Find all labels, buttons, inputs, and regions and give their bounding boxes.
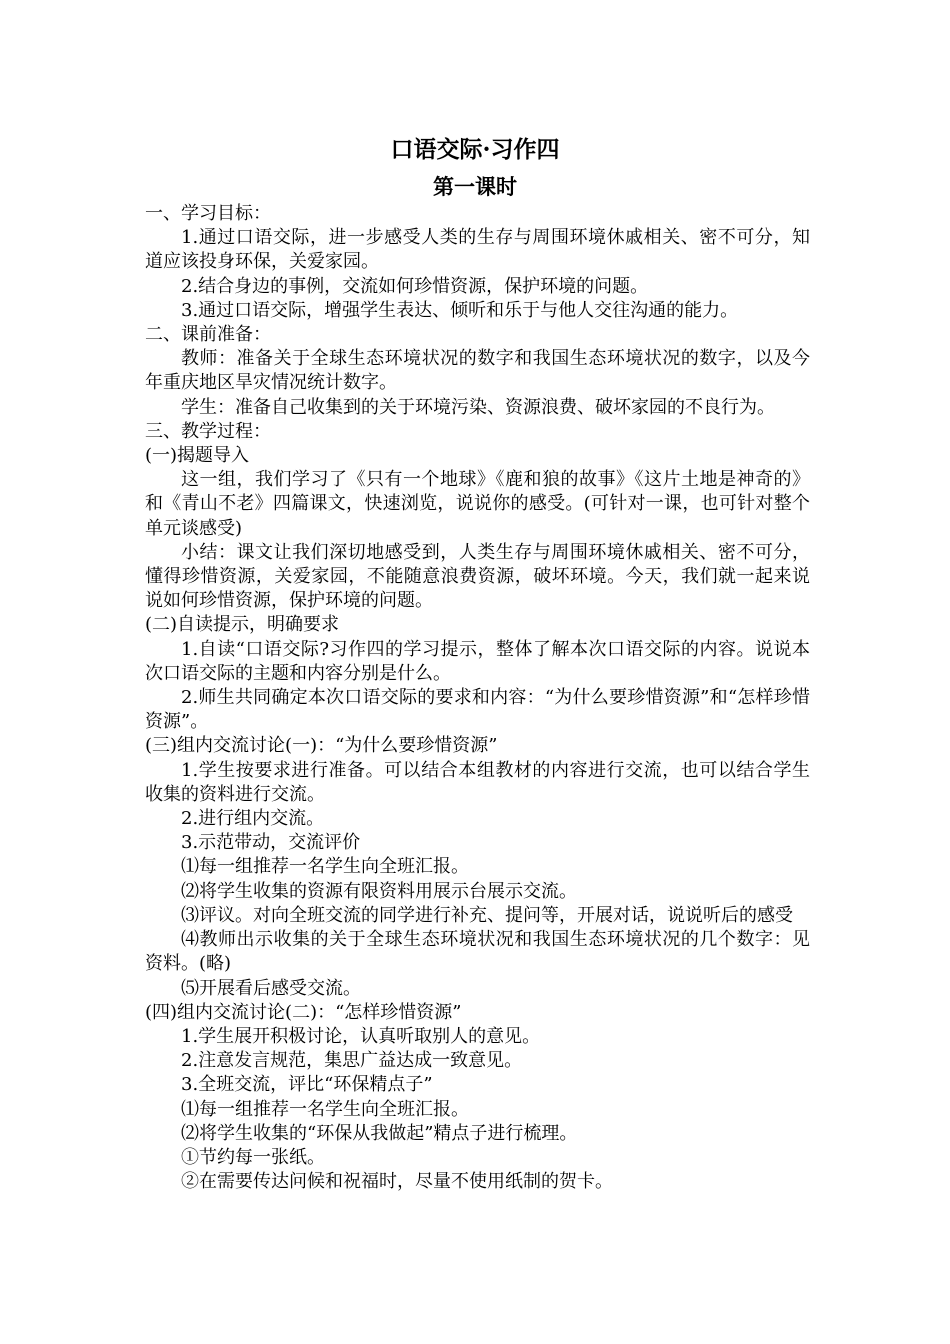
paragraph: 2.进行组内交流。	[181, 808, 325, 830]
paragraph: 2.师生共同确定本次口语交际的要求和内容：“为什么要珍惜资源”和“怎样珍惜资源”。	[145, 687, 810, 733]
list-item: ①节约每一张纸。	[181, 1146, 325, 1168]
paragraph: 1.自读“口语交际?习作四的学习提示，整体了解本次口语交际的内容。说说本次口语交际的主题和内容分别是什么。	[145, 638, 810, 684]
paragraph: 3.通过口语交际，增强学生表达、倾听和乐于与他人交往沟通的能力。	[181, 299, 739, 321]
paragraph: 教师：准备关于全球生态环境状况的数字和我国生态环境状况的数字，以及今年重庆地区旱灾情况统计数字。	[145, 348, 810, 394]
list-item: ⑵将学生收集的“环保从我做起”精点子进行梳理。	[181, 1122, 578, 1144]
paragraph: 3.示范带动，交流评价	[181, 832, 361, 854]
list-item: ⑸开展看后感受交流。	[181, 977, 361, 999]
paragraph: 1.通过口语交际，进一步感受人类的生存与周围环境休戚相关、密不可分，知道应该投身环保，关爱家园。	[145, 227, 810, 273]
list-item: ②在需要传达问候和祝福时，尽量不使用纸制的贺卡。	[181, 1171, 613, 1193]
paragraph: 1.学生展开积极讨论，认真听取别人的意见。	[181, 1025, 541, 1047]
subsection-heading: (二)自读提示，明确要求	[145, 614, 340, 636]
list-item: ⑴每一组推荐一名学生向全班汇报。	[181, 1098, 469, 1120]
paragraph: 小结：课文让我们深切地感受到，人类生存与周围环境休戚相关、密不可分，懂得珍惜资源，关爱家园，不能随意浪费资源，破坏环境。今天，我们就一起来说说如何珍惜资源，保护环境的问题。	[145, 541, 810, 612]
section-heading: 三、教学过程：	[145, 420, 271, 442]
document-body	[145, 202, 810, 1194]
subsection-heading: (四)组内交流讨论(二)：“怎样珍惜资源”	[145, 1001, 462, 1023]
list-item: ⑴每一组推荐一名学生向全班汇报。	[181, 856, 469, 878]
document-subtitle: 第一课时	[433, 174, 517, 199]
paragraph: 2.注意发言规范，集思广益达成一致意见。	[181, 1050, 523, 1072]
paragraph: 1.学生按要求进行准备。可以结合本组教材的内容进行交流，也可以结合学生收集的资料进行交流。	[145, 759, 810, 805]
list-item: ⑷教师出示收集的关于全球生态环境状况和我国生态环境状况的几个数字：见资料。(略)	[145, 929, 810, 975]
paragraph: 2.结合身边的事例，交流如何珍惜资源，保护环境的问题。	[181, 275, 649, 297]
paragraph: 学生：准备自己收集到的关于环境污染、资源浪费、破坏家园的不良行为。	[181, 396, 775, 418]
subsection-heading: (一)揭题导入	[145, 445, 250, 467]
paragraph: 这一组，我们学习了《只有一个地球》《鹿和狼的故事》《这片土地是神奇的》和《青山不老》四篇课文，快速浏览，说说你的感受。(可针对一课，也可针对整个单元谈感受)	[145, 469, 810, 539]
section-heading: 二、课前准备：	[145, 324, 271, 346]
list-item: ⑶评议。对向全班交流的同学进行补充、提问等，开展对话，说说听后的感受	[181, 904, 793, 926]
section-heading: 一、学习目标：	[145, 203, 271, 224]
subsection-heading: (三)组内交流讨论(一)：“为什么要珍惜资源”	[145, 735, 498, 757]
paragraph: 3.全班交流，评比“环保精点子”	[181, 1074, 433, 1096]
list-item: ⑵将学生收集的资源有限资料用展示台展示交流。	[181, 880, 577, 902]
document-title: 口语交际·习作四	[390, 136, 560, 163]
